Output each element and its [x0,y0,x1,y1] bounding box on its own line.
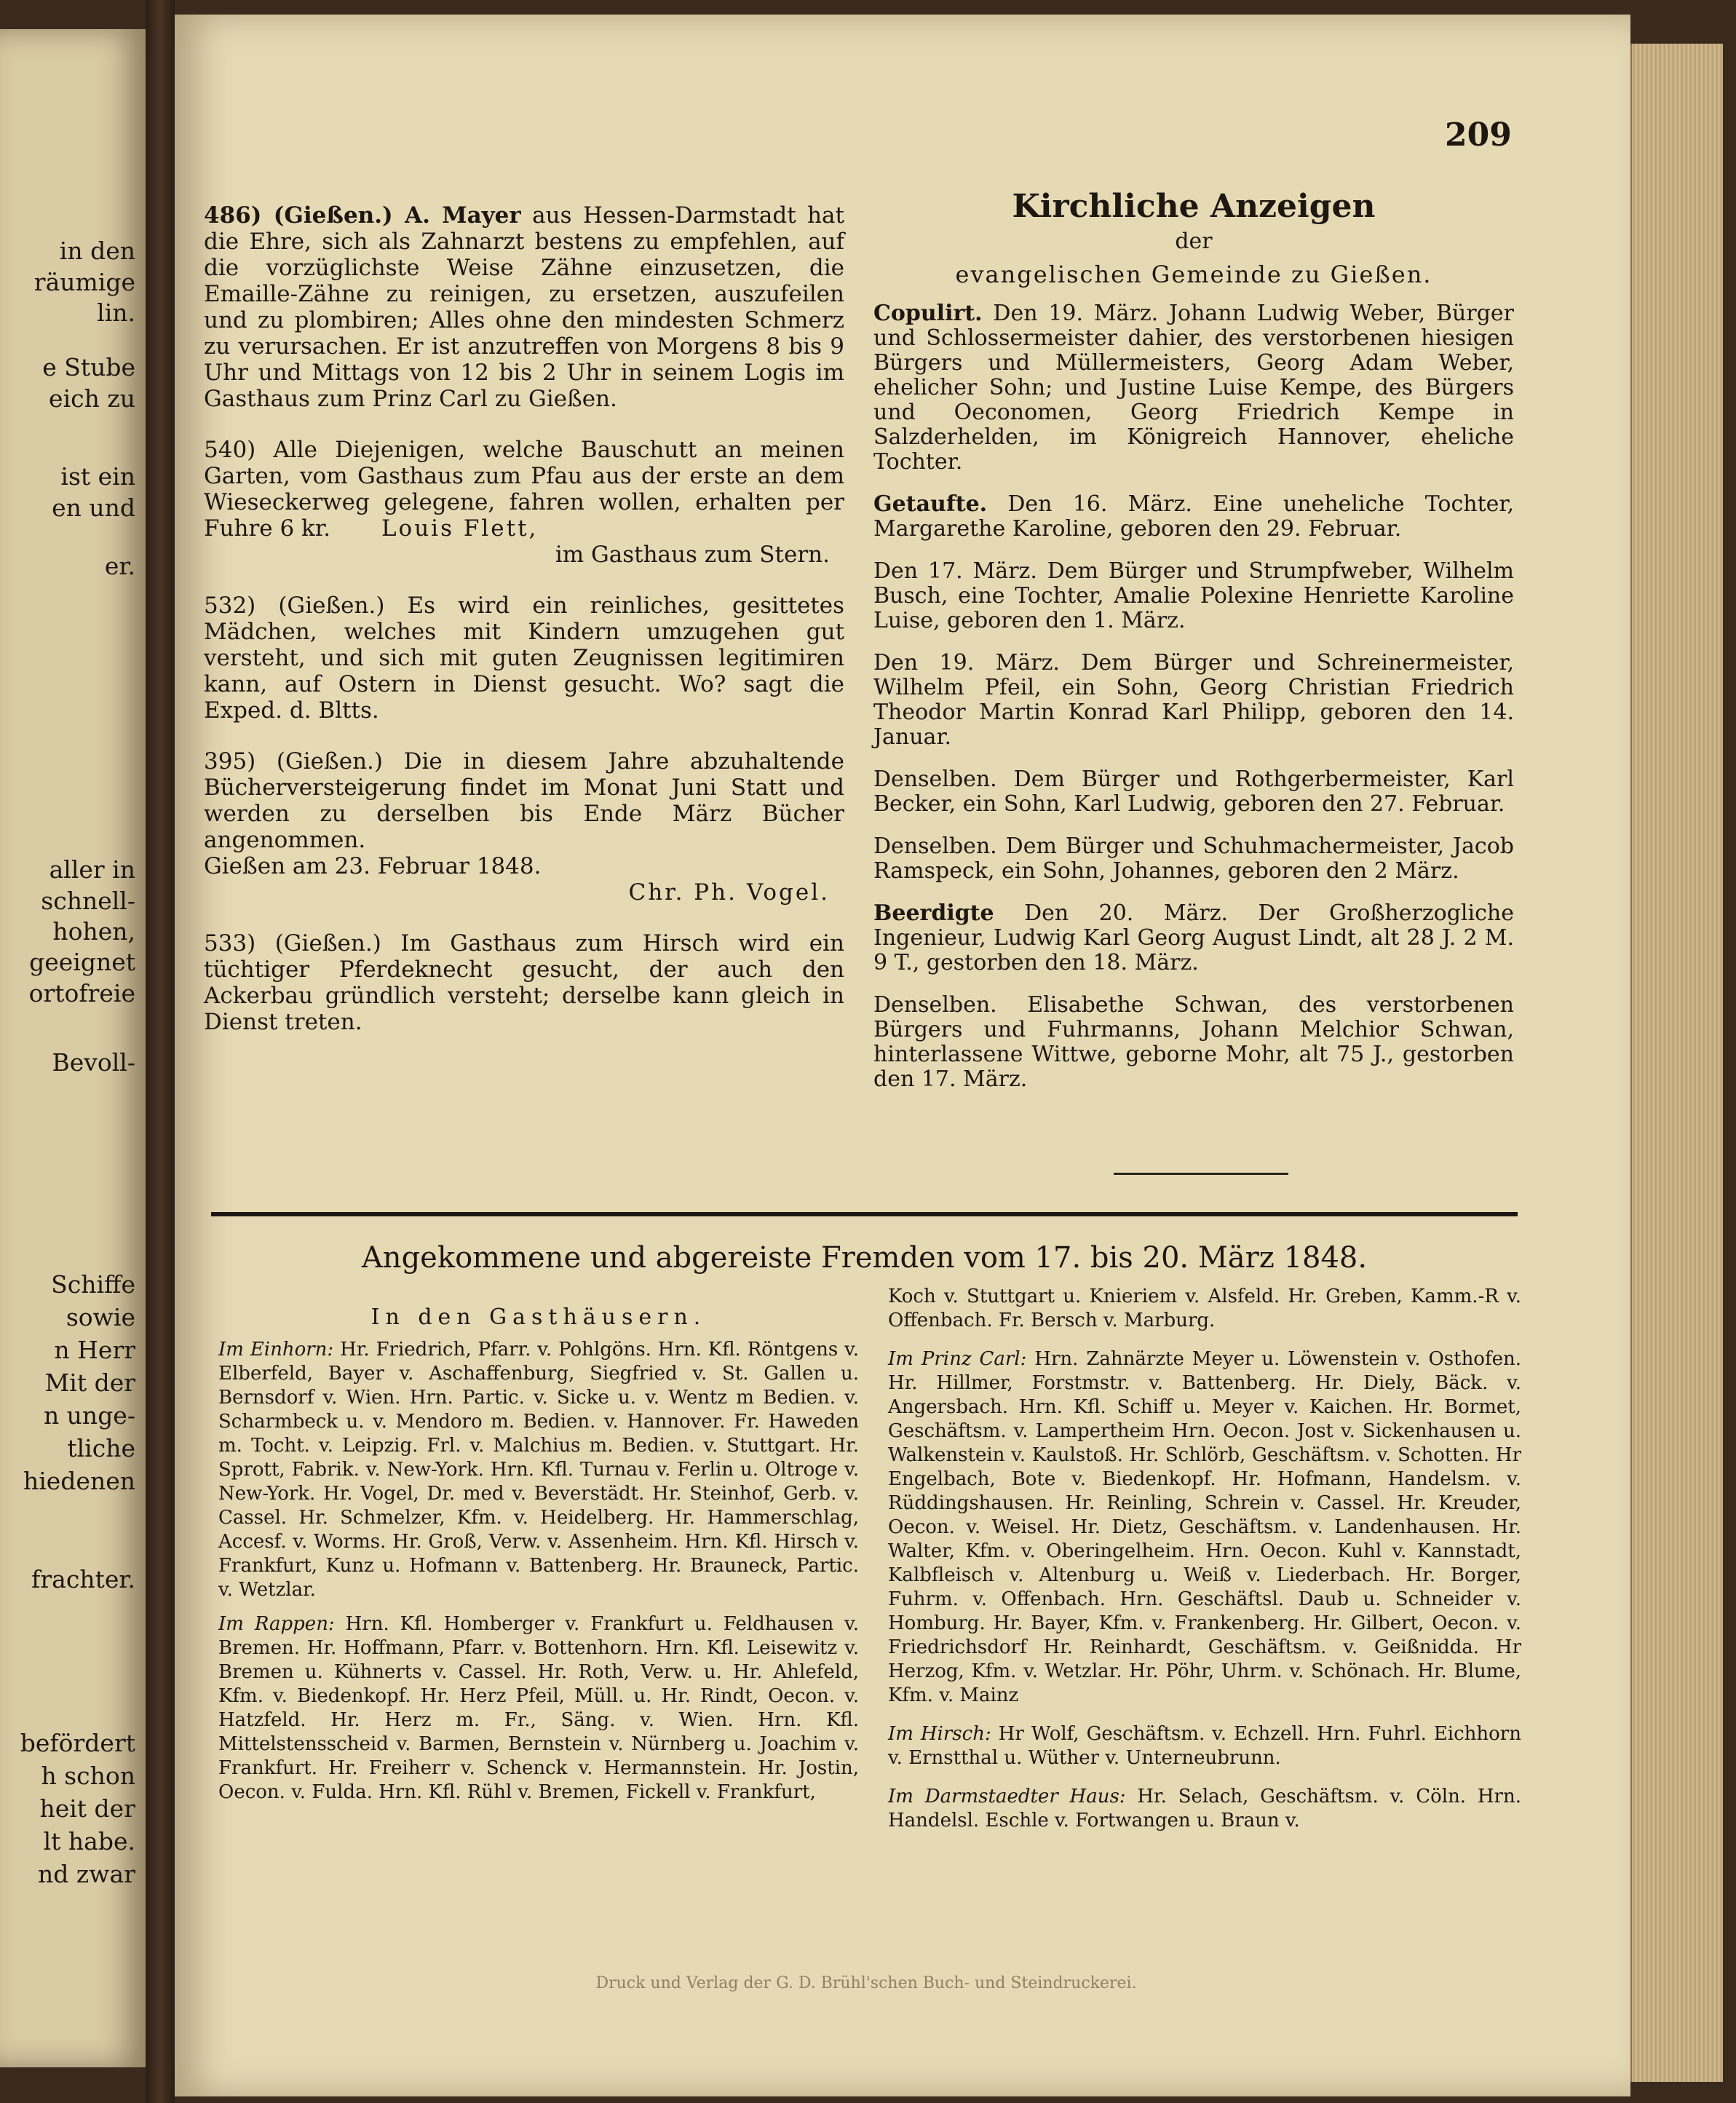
church-entry [873,651,1514,750]
left-page-line: er. [104,552,135,580]
visitors-entry [888,1347,1521,1708]
church-entry-text: Den 19. März. Dem Bürger und Schreinermeister, Wilhelm Pfeil, ein Sohn, Georg Christian Friedrich Theodor Martin Konrad Karl Philipp, geboren den 14. Januar. [873,650,1514,750]
ad-text: Im Gasthaus zum Hirsch wird ein tüchtiger Pferdeknecht gesucht, der auch den Ackerbau gründlich versteht; derselbe kann gleich in Dienst treten. [204,930,845,1035]
ad-lead: 540) [204,437,256,463]
church-entry [873,492,1514,542]
inn-name: Im Hirsch: [888,1723,991,1745]
church-entry-text: Den 19. März. Johann Ludwig Weber, Bürger und Schlossermeister dahier, des verstorbenen hiesigen Bürgers und Müllermeisters, Georg Adam Weber, ehelicher Sohn; und Justine Luise Kempe, des Bürgers und Oeconomen, Georg Friedrich Kempe in Salzderhelden, im Königreich Hannover, eheliche Tochter. [873,301,1514,475]
visitors-text: Hr. Selach, Geschäftsm. v. Cöln. Hrn. Handelsl. Eschle v. Fortwangen u. Braun v. [888,1786,1521,1831]
left-page-line: nd zwar [38,1860,135,1888]
ad-lead: 395) (Gießen.) [204,748,383,775]
church-entry [873,834,1514,884]
church-entry [873,993,1514,1092]
church-entry-text: Den 17. März. Dem Bürger und Strumpfweber, Wilhelm Busch, eine Tochter, Amalie Polexine Henriette Karoline Luise, geboren den 1. März. [873,558,1514,633]
section-divider [211,1212,1518,1216]
ad-date: Gießen am 23. Februar 1848. [204,853,542,879]
left-page-line: in den [59,237,135,265]
left-page-line: Mit der [44,1369,135,1397]
left-page-line: lt habe. [43,1827,135,1856]
church-entry-text: Denselben. Elisabethe Schwan, des verstorbenen Bürgers und Fuhrmanns, Johann Melchior Schwan, hinterlassene Wittwe, geborne Mohr, alt 75 J., gestorben den 17. März. [873,992,1514,1092]
church-entry-text: Denselben. Dem Bürger und Rothgerbermeister, Karl Becker, ein Sohn, Karl Ludwig, geboren den 27. Februar. [873,767,1514,817]
church-entry-text: Den 16. März. Eine uneheliche Tochter, Margarethe Karoline, geboren den 29. Februar. [873,491,1514,542]
visitors-entry [218,1338,859,1602]
church-entry [873,901,1514,975]
ad-lead: 533) (Gießen.) [204,930,381,957]
left-page-line: Schiffe [51,1270,135,1299]
inn-name: Im Darmstaedter Haus: [888,1786,1126,1807]
left-page-line: befördert [20,1729,135,1757]
printer-imprint: Druck und Verlag der G. D. Brühl'schen Buch- und Steindruckerei. [595,1974,1137,1992]
church-subtitle: evangelischen Gemeinde zu Gießen. [955,261,1432,288]
visitors-entry [218,1612,859,1805]
inn-name: Im Rappen: [218,1613,335,1635]
left-page-line: ist ein [60,462,135,491]
left-page-line: eich zu [49,384,135,413]
left-page-line: n unge- [43,1401,135,1430]
visitors-entry [888,1285,1521,1333]
visitors-text: Hrn. Zahnärzte Meyer u. Löwenstein v. Osthofen. Hr. Hillmer, Forstmstr. v. Battenberg. Hr. Diely, Bäck. v. Angersbach. Hrn. Kfl. Schiff u. Meyer v. Kaichen. Hr. Bormet, Geschäftsm. v. Lampertheim Hrn. Oecon. Jost v. Sickenhausen u. Walkenstein v. Kaulstoß. Hr. Schlörb, Geschäftsm. v. Schotten. Hr Engelbach, Bote v. Biedenkopf. Hr. Hofmann, Handelsm. v. Rüddingshausen. Hr. Reinling, Schrein v. Cassel. Hr. Kreuder, Oecon. v. Weisel. Hr. Dietz, Geschäftsm. v. Landenhausen. Hr. Walter, Kfm. v. Oberingelheim. Hrn. Oecon. Kuhl v. Kannstadt, Kalbfleisch v. Altenburg u. Weiß v. Liederbach. Hr. Borger, Fuhrm. v. Offenbach. Hrn. Geschäftsl. Daub u. Schneider v. Homburg. Hr. Bayer, Kfm. v. Frankenberg. Hr. Gilbert, Oecon. v. Friedrichsdorf Hr. Reinhardt, Geschäftsm. v. Geißnidda. Hr Herzog, Kfm. v. Wetzlar. Hr. Pöhr, Uhrm. v. Schönach. Hr. Blume, Kfm. v. Mainz [888,1348,1521,1706]
left-page-line: räumige [33,268,135,296]
left-page-line: aller in [49,855,135,884]
visitors-text: Hrn. Kfl. Homberger v. Frankfurt u. Feldhausen v. Bremen. Hr. Hoffmann, Pfarr. v. Bottenhorn. Hrn. Kfl. Leisewitz v. Bremen u. Kühnerts v. Cassel. Hr. Roth, Verw. u. Hr. Ahlefeld, Kfm. v. Biedenkopf. Hr. Herz Pfeil, Müll. u. Hr. Rindt, Oecon. v. Hatzfeld. Hr. Herz m. Fr., Säng. v. Wien. Hrn. Kfl. Mittelstensscheid v. Barmen, Bernstein v. Nürnberg u. Joachim v. Frankfurt. Hr. Freiherr v. Schenck v. Hermannstein. Hr. Jostin, Oecon. v. Fulda. Hrn. Kfl. Rühl v. Bremen, Fickell v. Frankfurt, [218,1613,859,1803]
ad-395 [204,748,844,906]
ad-text: Die in diesem Jahre abzuhaltende Bücherversteigerung findet im Monat Juni Statt und werden zu derselben bis Ende März Bücher angenommen. [204,748,844,853]
ad-533 [204,930,844,1035]
left-page-line: Bevoll- [52,1048,135,1077]
ad-text: aus Hessen-Darmstadt hat die Ehre, sich als Zahnarzt bestens zu empfehlen, auf die vorzüglichste Weise Zähne einzusetzen, die Emaille-Zähne zu reinigen, zu ersetzen, auszufeilen und zu plombiren; Alles ohne den mindesten Schmerz zu verursachen. Er ist anzutreffen von Morgens 8 bis 9 Uhr und Mittags von 12 bis 2 Uhr in seinem Logis im Gasthaus zum Prinz Carl zu Gießen. [204,202,844,412]
ad-text: Es wird ein reinliches, gesittetes Mädchen, welches mit Kindern umzugehen gut versteht, und sich mit guten Zeugnissen legitimiren kann, auf Ostern in Dienst gesucht. Wo? sagt die Exped. d. Bltts. [204,593,844,724]
page-number: 209 [1445,116,1512,154]
left-page-line: e Stube [42,353,135,381]
visitors-text: Koch v. Stuttgart u. Knieriem v. Alsfeld. Hr. Greben, Kamm.-R v. Offenbach. Fr. Bersch v. Marburg. [888,1286,1521,1331]
church-entry [873,301,1514,475]
section-divider-short [1114,1173,1288,1175]
visitors-text: Hr. Friedrich, Pfarr. v. Pohlgöns. Hrn. Kfl. Röntgens v. Elberfeld, Bayer v. Aschaffenburg, Siegfried v. St. Gallen u. Bernsdorf v. Wien. Hrn. Partic. v. Sicke u. v. Wentz m Bedien. v. Scharmbeck u. v. Mendoro m. Bedien. v. Hannover. Fr. Haweden m. Tocht. v. Leipzig. Frl. v. Malchius m. Bedien. v. Stuttgart. Hr. Sprott, Fabrik. v. New-York. Hrn. Kfl. Turnau v. Ferlin u. Oltroge v. New-York. Hr. Vogel, Dr. med v. Beverstädt. Hr. Steinhof, Gerb. v. Cassel. Hr. Schmelzer, Kfm. v. Heidelberg. Hr. Hammerschlag, Accesf. v. Worms. Hr. Groß, Verw. v. Assenheim. Hrn. Kfl. Hirsch v. Frankfurt, Kunz u. Hofmann v. Battenberg. Hr. Brauneck, Partic. v. Wetzlar. [218,1339,860,1601]
ad-540 [204,437,844,568]
left-page-fragment [0,29,146,2067]
left-page-line: sowie [66,1303,135,1331]
visitors-subheading: In den Gasthäusern. [370,1304,707,1330]
left-page-line: hohen, [52,917,135,946]
left-page-line: frachter. [31,1565,135,1593]
church-entry-head: Beerdigte [873,900,994,926]
advertisements-column [204,202,844,1060]
visitors-column-right [888,1285,1521,1847]
ad-signature: Chr. Ph. Vogel. [628,879,830,906]
inn-name: Im Einhorn: [218,1339,334,1361]
ad-signature-address: im Gasthaus zum Stern. [555,542,830,568]
church-entry [873,559,1514,633]
church-entry-text: Denselben. Dem Bürger und Schuhmachermeister, Jacob Ramspeck, ein Sohn, Johannes, geboren den 2 März. [873,833,1514,884]
left-page-line: geeignet [29,948,135,976]
inn-name: Im Prinz Carl: [888,1348,1027,1370]
ad-text: Alle Diejenigen, welche Bauschutt an meinen Garten, vom Gasthaus zum Pfau aus der erste an dem Wieseckerweg gelegene, fahren wollen, erhalten per Fuhre 6 kr. [204,437,844,542]
left-page-line: schnell- [41,887,135,915]
ad-lead: 532) (Gießen.) [204,593,385,619]
left-page-line: ortofreie [28,979,135,1007]
church-title: Kirchliche Anzeigen [1012,188,1376,225]
book-gutter [146,0,175,2103]
left-page-line: heit der [39,1794,135,1823]
visitors-entry [888,1785,1521,1833]
church-entry [873,767,1514,817]
left-page-line: hiedenen [23,1467,135,1495]
left-page-line: h schon [41,1762,135,1790]
visitors-entry [888,1722,1521,1770]
visitors-title: Angekommene und abgereiste Fremden vom 17. bis 20. März 1848. [361,1241,1368,1275]
church-entry-head: Getaufte. [873,491,988,517]
ad-signature: Louis Flett, [381,515,539,542]
visitors-column-left [218,1303,859,1815]
church-announcements-column [873,188,1514,1109]
left-page-line: lin. [97,298,135,327]
left-page-line: tliche [67,1434,135,1462]
left-page-line: en und [52,494,135,522]
visitors-text: Hr Wolf, Geschäftsm. v. Echzell. Hrn. Fuhrl. Eichhorn v. Ernstthal u. Wüther v. Unterneubrunn. [888,1723,1521,1769]
ad-532 [204,593,844,724]
page-edges [1630,44,1723,2082]
church-title-der: der [1175,229,1213,254]
ad-486 [204,202,844,412]
church-entry-text: Den 20. März. Der Großherzogliche Ingenieur, Ludwig Karl Georg August Lindt, alt 28 J. 2 M. 9 T., gestorben den 18. März. [873,900,1514,975]
left-page-line: n Herr [54,1336,135,1364]
church-entry-head: Copulirt. [873,301,983,326]
ad-lead: 486) (Gießen.) A. Mayer [204,202,521,229]
